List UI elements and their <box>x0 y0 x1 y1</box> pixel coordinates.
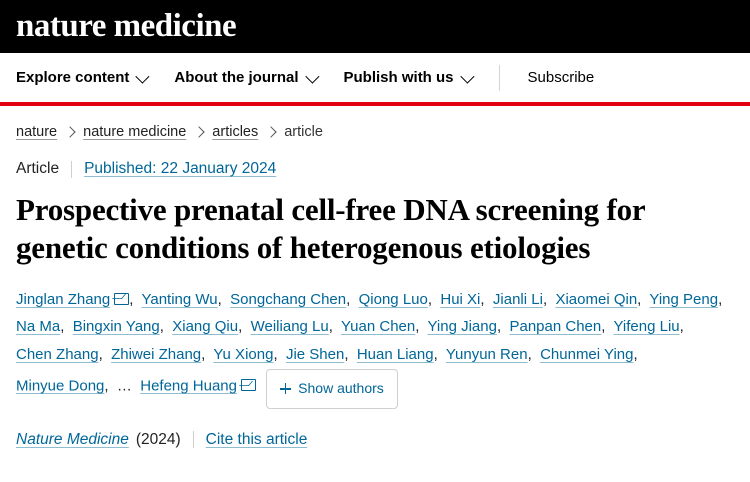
nav-item-explore-content[interactable] <box>16 69 146 86</box>
chevron-right-icon <box>64 126 75 137</box>
article-type-label: Article <box>16 160 60 177</box>
author-link[interactable]: Yifeng Liu <box>613 318 680 336</box>
chevron-right-icon <box>266 126 277 137</box>
envelope-icon[interactable] <box>241 379 256 391</box>
nav-item-label: Publish with us <box>343 69 454 86</box>
citation-divider <box>193 431 194 448</box>
nav-item-about-the-journal[interactable] <box>174 69 315 86</box>
author-link[interactable]: Hui Xi <box>440 290 481 308</box>
author-link[interactable]: Chunmei Ying <box>540 346 634 364</box>
journal-citation <box>16 431 734 449</box>
author-link[interactable]: Bingxin Yang <box>72 318 160 336</box>
page-title: Prospective prenatal cell-free DNA screening for genetic conditions of heterogenous etiologies <box>16 192 645 265</box>
author-link[interactable]: Qiong Luo <box>358 290 428 308</box>
author-link[interactable]: Zhiwei Zhang <box>111 346 202 364</box>
author-link[interactable]: Xiaomei Qin <box>555 290 638 308</box>
publication-year: (2024) <box>135 430 181 448</box>
author-link[interactable]: Jianli Li <box>492 290 543 308</box>
author-link[interactable]: Yunyun Ren <box>445 346 528 364</box>
chevron-right-icon <box>194 126 205 137</box>
chevron-down-icon <box>305 69 319 83</box>
meta-divider <box>71 161 72 178</box>
nav-item-publish-with-us[interactable] <box>344 69 471 86</box>
site-masthead <box>0 0 750 53</box>
author-link[interactable]: Jinglan Zhang <box>16 290 111 308</box>
envelope-icon[interactable] <box>114 293 129 305</box>
journal-name-link[interactable]: Nature Medicine <box>16 430 129 448</box>
author-link[interactable]: Panpan Chen <box>509 318 602 336</box>
author-link[interactable]: Chen Zhang <box>16 346 99 364</box>
author-list: Jinglan Zhang , Yanting Wu, Songchang Chen, Qiong Luo, Hui Xi, Jianli Li, Xiaomei Qin, Ying Peng, Na Ma, Bingxin Yang, Xiang Qiu, Weiliang Lu, Yuan Chen, Ying Jiang, Panpan Chen, Yifeng Liu, Chen Zhang, Zhiwei Zhang, Yu Xiong, Jie Shen, Huan Liang, Yunyun Ren, Chunmei Ying, Minyue Dong, … Hefeng Huang Show authors <box>16 286 734 409</box>
authors-truncation-marker: … <box>116 377 132 395</box>
breadcrumb <box>16 124 734 140</box>
cite-this-article-link[interactable]: Cite this article <box>205 430 308 448</box>
article-meta <box>16 160 734 178</box>
nav-divider <box>499 65 500 91</box>
author-link[interactable]: Ying Jiang <box>427 318 497 336</box>
main-navigation <box>0 53 750 106</box>
chevron-down-icon <box>136 69 150 83</box>
plus-icon <box>280 383 291 394</box>
published-date-link[interactable]: Published: 22 January 2024 <box>84 160 277 177</box>
show-authors-button[interactable] <box>266 369 398 409</box>
author-link[interactable]: Yanting Wu <box>141 290 218 308</box>
author-link[interactable]: Songchang Chen <box>230 290 347 308</box>
author-link[interactable]: Yu Xiong <box>213 346 274 364</box>
nav-item-label: Explore content <box>16 69 130 86</box>
chevron-down-icon <box>460 69 474 83</box>
author-link[interactable]: Yuan Chen <box>340 318 416 336</box>
show-authors-label: Show authors <box>298 379 384 396</box>
breadcrumb-item-article: article <box>284 124 323 140</box>
author-link[interactable]: Ying Peng <box>649 290 719 308</box>
breadcrumb-item-articles[interactable]: articles <box>212 124 259 140</box>
author-link[interactable]: Xiang Qiu <box>172 318 239 336</box>
nav-item-subscribe[interactable]: Subscribe <box>527 69 595 86</box>
author-link[interactable]: Na Ma <box>16 318 61 336</box>
article-header-region <box>0 106 750 449</box>
author-link[interactable]: Huan Liang <box>356 346 434 364</box>
author-link-last[interactable]: Hefeng Huang <box>140 377 237 395</box>
nav-item-label: About the journal <box>174 69 299 86</box>
breadcrumb-item-nature-medicine[interactable]: nature medicine <box>83 124 187 140</box>
author-link[interactable]: Weiliang Lu <box>250 318 329 336</box>
author-link[interactable]: Jie Shen <box>285 346 345 364</box>
author-link[interactable]: Minyue Dong <box>16 377 105 395</box>
journal-logo[interactable]: nature medicine <box>16 8 237 44</box>
breadcrumb-item-nature[interactable]: nature <box>16 124 58 140</box>
